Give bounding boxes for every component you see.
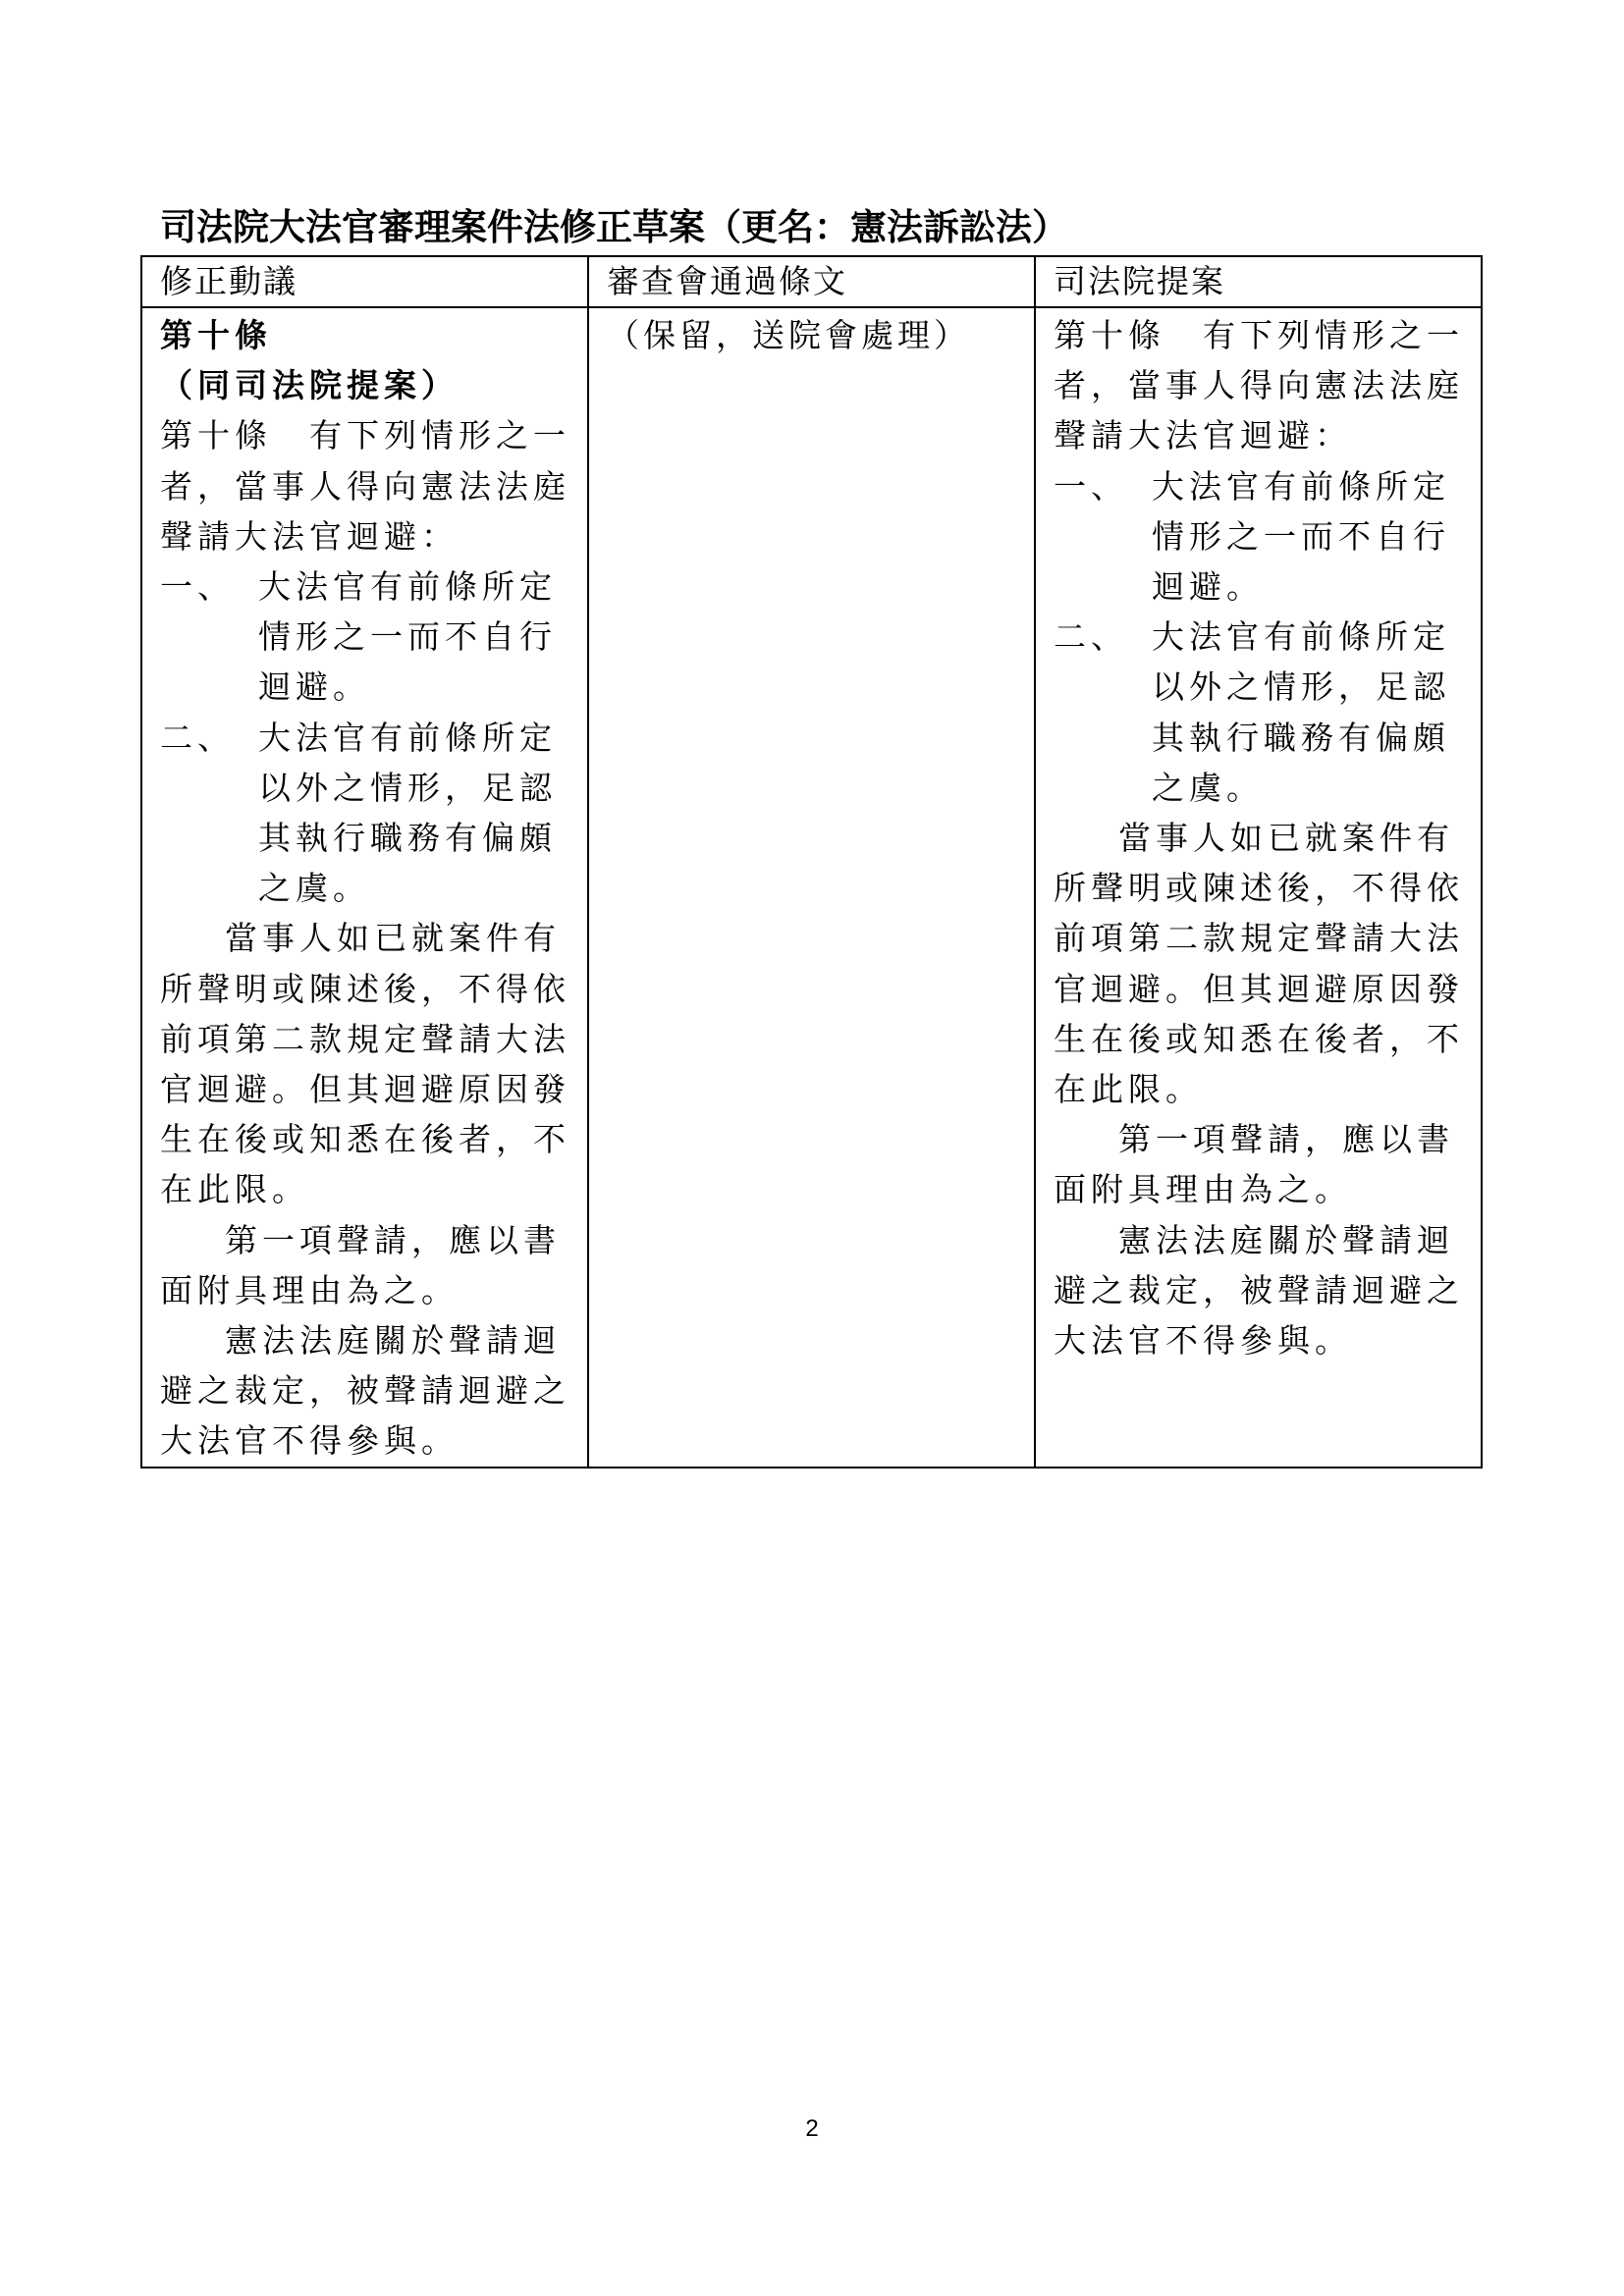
item-text: 大法官有前條所定以外之情形，足認其執行職務有偏頗之虞。 (258, 718, 557, 908)
comparison-table (140, 255, 1483, 1468)
item-text: 大法官有前條所定情形之一而不自行迴避。 (1152, 466, 1450, 607)
paragraph: 當事人如已就案件有所聲明或陳述後，不得依前項第二款規定聲請大法官迴避。但其迴避原因發生在後或知悉在後者，不在此限。 (1054, 819, 1464, 1109)
paragraph: 第一項聲請，應以書面附具理由為之。 (160, 1220, 561, 1309)
document-title: 司法院大法官審理案件法修正草案（更名：憲法訴訟法） (160, 206, 1068, 248)
list-item (160, 713, 579, 914)
table-header-row (141, 256, 1482, 307)
article-heading: 第十條 (160, 316, 272, 354)
table-row (141, 307, 1482, 1468)
list-item (160, 561, 579, 713)
judicial-yuan-proposal-cell (1035, 307, 1482, 1468)
item-text: 大法官有前條所定以外之情形，足認其執行職務有偏頗之虞。 (1152, 617, 1450, 807)
item-number: 一、 (1054, 466, 1128, 506)
paragraph: 憲法法庭關於聲請迴避之裁定，被聲請迴避之大法官不得參與。 (1054, 1220, 1464, 1361)
header-amendment-motion: 修正動議 (141, 256, 588, 307)
item-number: 二、 (160, 718, 235, 757)
list-item (1054, 461, 1473, 613)
header-judicial-yuan-proposal: 司法院提案 (1035, 256, 1482, 307)
paragraph: 當事人如已就案件有所聲明或陳述後，不得依前項第二款規定聲請大法官迴避。但其迴避原因發生在後或知悉在後者，不在此限。 (160, 919, 570, 1209)
same-as-proposal-note: （同司法院提案） (160, 366, 459, 405)
paragraph: 第一項聲請，應以書面附具理由為之。 (1054, 1120, 1454, 1209)
list-item (1054, 612, 1473, 813)
header-committee-passed-text: 審查會通過條文 (588, 256, 1035, 307)
committee-passed-cell (588, 307, 1035, 1468)
item-number: 一、 (160, 567, 235, 607)
reserved-note: （保留，送院會處理） (607, 316, 970, 354)
paragraph: 憲法法庭關於聲請迴避之裁定，被聲請迴避之大法官不得參與。 (160, 1321, 570, 1461)
item-number: 二、 (1054, 617, 1128, 657)
amendment-motion-cell (141, 307, 588, 1468)
article-intro: 第十條 有下列情形之一者，當事人得向憲法法庭聲請大法官迴避： (1054, 316, 1464, 455)
article-intro: 第十條 有下列情形之一者，當事人得向憲法法庭聲請大法官迴避： (160, 416, 570, 556)
item-text: 大法官有前條所定情形之一而不自行迴避。 (258, 567, 557, 707)
page-number: 2 (805, 2115, 819, 2142)
